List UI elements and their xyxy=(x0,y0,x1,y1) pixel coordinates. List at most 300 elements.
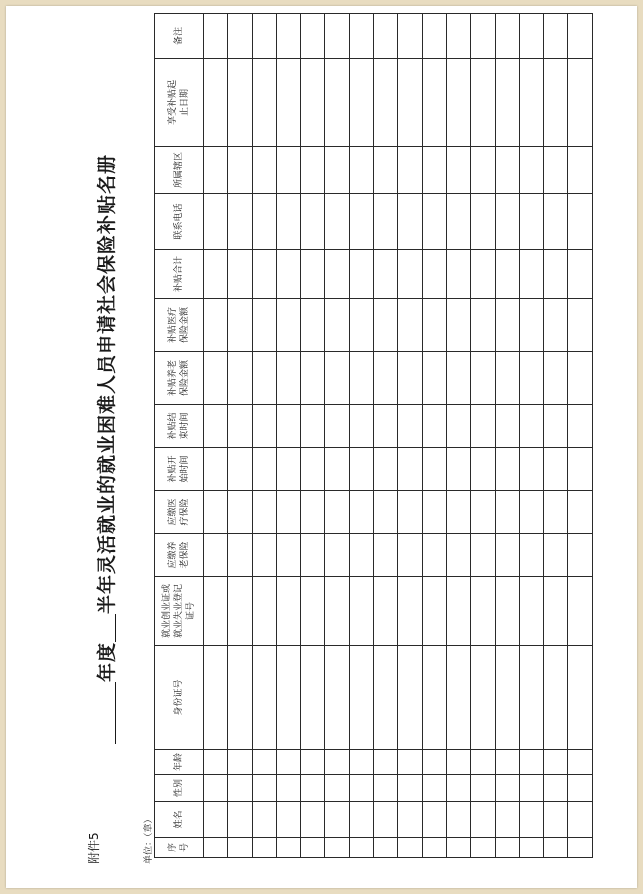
table-cell[interactable] xyxy=(301,250,325,299)
table-cell[interactable] xyxy=(446,14,470,59)
table-cell[interactable] xyxy=(398,352,422,405)
table-cell[interactable] xyxy=(544,147,568,194)
table-cell[interactable] xyxy=(349,147,373,194)
table-cell[interactable] xyxy=(568,448,592,491)
table-cell[interactable] xyxy=(325,147,349,194)
table-cell[interactable] xyxy=(446,59,470,147)
table-cell[interactable] xyxy=(204,838,228,858)
table-cell[interactable] xyxy=(349,750,373,775)
col-header-district: 所属辖区 xyxy=(155,147,204,194)
table-cell[interactable] xyxy=(301,299,325,352)
table-cell[interactable] xyxy=(398,299,422,352)
table-cell[interactable] xyxy=(325,194,349,250)
table-cell[interactable] xyxy=(276,802,300,838)
table-cell[interactable] xyxy=(495,299,519,352)
table-cell[interactable] xyxy=(446,352,470,405)
table-cell[interactable] xyxy=(228,491,252,534)
table-cell[interactable] xyxy=(446,750,470,775)
table-cell[interactable] xyxy=(252,352,276,405)
table-row xyxy=(446,14,470,858)
table-cell[interactable] xyxy=(422,577,446,646)
table-cell[interactable] xyxy=(398,448,422,491)
table-cell[interactable] xyxy=(495,352,519,405)
col-header-medical-subsidy: 补贴医疗保险金额 xyxy=(155,299,204,352)
col-header-age: 年龄 xyxy=(155,750,204,775)
table-cell[interactable] xyxy=(228,448,252,491)
table-cell[interactable] xyxy=(446,405,470,448)
table-cell[interactable] xyxy=(471,194,495,250)
table-cell[interactable] xyxy=(276,491,300,534)
table-row xyxy=(398,14,422,858)
table-cell[interactable] xyxy=(446,491,470,534)
table-cell[interactable] xyxy=(204,59,228,147)
table-cell[interactable] xyxy=(398,775,422,802)
table-cell[interactable] xyxy=(204,577,228,646)
table-cell[interactable] xyxy=(519,194,543,250)
table-cell[interactable] xyxy=(446,646,470,750)
table-cell[interactable] xyxy=(228,838,252,858)
table-cell[interactable] xyxy=(519,646,543,750)
table-cell[interactable] xyxy=(471,448,495,491)
table-cell[interactable] xyxy=(349,59,373,147)
table-cell[interactable] xyxy=(228,405,252,448)
table-cell[interactable] xyxy=(301,534,325,577)
table-cell[interactable] xyxy=(544,750,568,775)
table-cell[interactable] xyxy=(301,352,325,405)
col-header-phone: 联系电话 xyxy=(155,194,204,250)
table-cell[interactable] xyxy=(204,14,228,59)
table-cell[interactable] xyxy=(374,14,398,59)
table-cell[interactable] xyxy=(398,750,422,775)
table-cell[interactable] xyxy=(301,448,325,491)
table-cell[interactable] xyxy=(568,534,592,577)
table-cell[interactable] xyxy=(325,534,349,577)
table-cell[interactable] xyxy=(204,147,228,194)
table-cell[interactable] xyxy=(422,838,446,858)
table-cell[interactable] xyxy=(252,299,276,352)
table-cell[interactable] xyxy=(568,14,592,59)
table-cell[interactable] xyxy=(374,448,398,491)
table-cell[interactable] xyxy=(422,147,446,194)
col-header-medical-due: 应缴医疗保险 xyxy=(155,491,204,534)
table-cell[interactable] xyxy=(422,802,446,838)
table-cell[interactable] xyxy=(544,299,568,352)
table-cell[interactable] xyxy=(544,194,568,250)
col-header-employment-cert: 就业创业证或就业失业登记证号 xyxy=(155,577,204,646)
table-cell[interactable] xyxy=(204,448,228,491)
table-cell[interactable] xyxy=(252,802,276,838)
table-cell[interactable] xyxy=(544,802,568,838)
table-cell[interactable] xyxy=(495,405,519,448)
table-cell[interactable] xyxy=(471,59,495,147)
table-cell[interactable] xyxy=(204,491,228,534)
table-cell[interactable] xyxy=(276,448,300,491)
table-cell[interactable] xyxy=(204,250,228,299)
table-cell[interactable] xyxy=(325,250,349,299)
header-row xyxy=(155,14,204,858)
table-cell[interactable] xyxy=(252,491,276,534)
table-cell[interactable] xyxy=(325,491,349,534)
table-cell[interactable] xyxy=(374,775,398,802)
table-cell[interactable] xyxy=(349,194,373,250)
table-cell[interactable] xyxy=(544,646,568,750)
table-cell[interactable] xyxy=(349,352,373,405)
table-cell[interactable] xyxy=(252,59,276,147)
table-cell[interactable] xyxy=(544,59,568,147)
table-cell[interactable] xyxy=(204,534,228,577)
table-cell[interactable] xyxy=(252,14,276,59)
table-cell[interactable] xyxy=(495,802,519,838)
table-cell[interactable] xyxy=(422,491,446,534)
table-cell[interactable] xyxy=(228,250,252,299)
table-cell[interactable] xyxy=(325,750,349,775)
table-cell[interactable] xyxy=(374,194,398,250)
table-cell[interactable] xyxy=(568,491,592,534)
table-cell[interactable] xyxy=(398,250,422,299)
table-cell[interactable] xyxy=(519,448,543,491)
table-cell[interactable] xyxy=(301,491,325,534)
table-cell[interactable] xyxy=(398,802,422,838)
table-cell[interactable] xyxy=(325,299,349,352)
table-cell[interactable] xyxy=(495,646,519,750)
table-cell[interactable] xyxy=(495,838,519,858)
table-cell[interactable] xyxy=(349,448,373,491)
table-cell[interactable] xyxy=(446,194,470,250)
col-header-remarks: 备注 xyxy=(155,14,204,59)
document-title xyxy=(92,34,119,864)
table-cell[interactable] xyxy=(471,534,495,577)
table-cell[interactable] xyxy=(374,352,398,405)
table-cell[interactable] xyxy=(398,194,422,250)
table-cell[interactable] xyxy=(276,646,300,750)
table-cell[interactable] xyxy=(252,405,276,448)
table-cell[interactable] xyxy=(422,352,446,405)
table-cell[interactable] xyxy=(252,838,276,858)
table-cell[interactable] xyxy=(422,448,446,491)
table-cell[interactable] xyxy=(398,838,422,858)
table-cell[interactable] xyxy=(301,775,325,802)
table-cell[interactable] xyxy=(252,750,276,775)
table-cell[interactable] xyxy=(446,250,470,299)
table-cell[interactable] xyxy=(228,299,252,352)
table-cell[interactable] xyxy=(519,147,543,194)
table-cell[interactable] xyxy=(544,534,568,577)
table-cell[interactable] xyxy=(228,194,252,250)
table-cell[interactable] xyxy=(519,577,543,646)
table-cell[interactable] xyxy=(374,577,398,646)
table-cell[interactable] xyxy=(398,405,422,448)
table-cell[interactable] xyxy=(422,59,446,147)
table-cell[interactable] xyxy=(301,646,325,750)
table-cell[interactable] xyxy=(422,750,446,775)
table-cell[interactable] xyxy=(568,147,592,194)
roster-table xyxy=(154,13,593,858)
table-cell[interactable] xyxy=(349,775,373,802)
table-cell[interactable] xyxy=(495,491,519,534)
table-cell[interactable] xyxy=(495,775,519,802)
table-cell[interactable] xyxy=(471,352,495,405)
table-cell[interactable] xyxy=(568,577,592,646)
table-cell[interactable] xyxy=(374,147,398,194)
table-cell[interactable] xyxy=(568,838,592,858)
table-cell[interactable] xyxy=(471,577,495,646)
table-cell[interactable] xyxy=(422,14,446,59)
table-cell[interactable] xyxy=(325,838,349,858)
table-cell[interactable] xyxy=(325,14,349,59)
table-cell[interactable] xyxy=(568,405,592,448)
table-cell[interactable] xyxy=(519,405,543,448)
table-cell[interactable] xyxy=(349,250,373,299)
table-cell[interactable] xyxy=(252,577,276,646)
table-cell[interactable] xyxy=(471,405,495,448)
table-cell[interactable] xyxy=(471,750,495,775)
table-cell[interactable] xyxy=(446,802,470,838)
table-cell[interactable] xyxy=(374,299,398,352)
table-cell[interactable] xyxy=(471,491,495,534)
table-cell[interactable] xyxy=(568,250,592,299)
table-cell[interactable] xyxy=(276,750,300,775)
table-cell[interactable] xyxy=(495,250,519,299)
table-cell[interactable] xyxy=(252,775,276,802)
table-cell[interactable] xyxy=(204,299,228,352)
table-cell[interactable] xyxy=(228,646,252,750)
table-cell[interactable] xyxy=(325,448,349,491)
table-cell[interactable] xyxy=(519,59,543,147)
table-cell[interactable] xyxy=(544,491,568,534)
title-main-text: 半年灵活就业的就业困难人员申请社会保险补贴名册 xyxy=(96,153,118,614)
table-cell[interactable] xyxy=(519,750,543,775)
table-cell[interactable] xyxy=(495,577,519,646)
table-cell[interactable] xyxy=(301,802,325,838)
table-cell[interactable] xyxy=(276,59,300,147)
table-cell[interactable] xyxy=(228,147,252,194)
table-cell[interactable] xyxy=(471,14,495,59)
table-cell[interactable] xyxy=(398,59,422,147)
col-header-gender: 性别 xyxy=(155,775,204,802)
table-cell[interactable] xyxy=(568,750,592,775)
table-cell[interactable] xyxy=(398,646,422,750)
table-cell[interactable] xyxy=(228,802,252,838)
table-cell[interactable] xyxy=(301,405,325,448)
table-cell[interactable] xyxy=(228,775,252,802)
table-row xyxy=(252,14,276,858)
table-row xyxy=(228,14,252,858)
table-cell[interactable] xyxy=(204,405,228,448)
table-cell[interactable] xyxy=(568,802,592,838)
table-cell[interactable] xyxy=(349,646,373,750)
col-header-pension-due: 应缴养老保险 xyxy=(155,534,204,577)
table-cell[interactable] xyxy=(276,299,300,352)
table-cell[interactable] xyxy=(446,838,470,858)
table-cell[interactable] xyxy=(276,194,300,250)
table-cell[interactable] xyxy=(252,250,276,299)
table-cell[interactable] xyxy=(568,775,592,802)
table-cell[interactable] xyxy=(228,59,252,147)
table-cell[interactable] xyxy=(325,405,349,448)
table-cell[interactable] xyxy=(422,299,446,352)
table-cell[interactable] xyxy=(374,802,398,838)
table-cell[interactable] xyxy=(252,194,276,250)
table-cell[interactable] xyxy=(495,448,519,491)
table-cell[interactable] xyxy=(495,750,519,775)
table-cell[interactable] xyxy=(204,775,228,802)
table-cell[interactable] xyxy=(374,491,398,534)
table-cell[interactable] xyxy=(301,147,325,194)
half-blank xyxy=(97,614,116,642)
table-cell[interactable] xyxy=(568,299,592,352)
table-cell[interactable] xyxy=(544,405,568,448)
table-cell[interactable] xyxy=(446,299,470,352)
table-cell[interactable] xyxy=(471,838,495,858)
table-cell[interactable] xyxy=(519,802,543,838)
table-cell[interactable] xyxy=(374,405,398,448)
table-row xyxy=(544,14,568,858)
table-cell[interactable] xyxy=(398,147,422,194)
table-cell[interactable] xyxy=(446,448,470,491)
table-cell[interactable] xyxy=(544,352,568,405)
table-cell[interactable] xyxy=(301,194,325,250)
table-cell[interactable] xyxy=(276,534,300,577)
table-cell[interactable] xyxy=(276,775,300,802)
table-cell[interactable] xyxy=(228,352,252,405)
table-cell[interactable] xyxy=(544,14,568,59)
table-cell[interactable] xyxy=(398,577,422,646)
table-cell[interactable] xyxy=(446,534,470,577)
table-cell[interactable] xyxy=(276,352,300,405)
table-cell[interactable] xyxy=(519,534,543,577)
table-cell[interactable] xyxy=(495,147,519,194)
table-cell[interactable] xyxy=(568,59,592,147)
table-cell[interactable] xyxy=(276,14,300,59)
table-cell[interactable] xyxy=(252,534,276,577)
table-cell[interactable] xyxy=(301,577,325,646)
table-cell[interactable] xyxy=(495,59,519,147)
table-cell[interactable] xyxy=(204,194,228,250)
table-cell[interactable] xyxy=(204,352,228,405)
table-cell[interactable] xyxy=(228,14,252,59)
table-cell[interactable] xyxy=(325,352,349,405)
table-row xyxy=(301,14,325,858)
table-cell[interactable] xyxy=(568,646,592,750)
table-cell[interactable] xyxy=(349,802,373,838)
table-cell[interactable] xyxy=(422,405,446,448)
table-cell[interactable] xyxy=(422,775,446,802)
table-cell[interactable] xyxy=(544,775,568,802)
table-cell[interactable] xyxy=(204,750,228,775)
table-cell[interactable] xyxy=(446,147,470,194)
table-cell[interactable] xyxy=(544,448,568,491)
table-row xyxy=(568,14,592,858)
table-cell[interactable] xyxy=(568,352,592,405)
table-cell[interactable] xyxy=(471,299,495,352)
table-cell[interactable] xyxy=(446,775,470,802)
table-cell[interactable] xyxy=(374,646,398,750)
table-cell[interactable] xyxy=(422,250,446,299)
table-cell[interactable] xyxy=(471,802,495,838)
table-cell[interactable] xyxy=(519,14,543,59)
table-cell[interactable] xyxy=(349,577,373,646)
table-cell[interactable] xyxy=(276,147,300,194)
table-cell[interactable] xyxy=(325,646,349,750)
table-cell[interactable] xyxy=(349,534,373,577)
table-cell[interactable] xyxy=(568,194,592,250)
table-cell[interactable] xyxy=(495,194,519,250)
table-row xyxy=(204,14,228,858)
table-cell[interactable] xyxy=(301,838,325,858)
col-header-seq: 序号 xyxy=(155,838,204,858)
table-cell[interactable] xyxy=(228,750,252,775)
table-cell[interactable] xyxy=(374,838,398,858)
table-cell[interactable] xyxy=(544,577,568,646)
table-cell[interactable] xyxy=(519,250,543,299)
table-cell[interactable] xyxy=(276,838,300,858)
table-cell[interactable] xyxy=(325,802,349,838)
table-cell[interactable] xyxy=(519,775,543,802)
table-cell[interactable] xyxy=(374,750,398,775)
table-cell[interactable] xyxy=(471,147,495,194)
table-cell[interactable] xyxy=(252,147,276,194)
table-cell[interactable] xyxy=(471,250,495,299)
table-cell[interactable] xyxy=(398,14,422,59)
table-cell[interactable] xyxy=(495,14,519,59)
table-cell[interactable] xyxy=(228,534,252,577)
table-cell[interactable] xyxy=(519,352,543,405)
table-cell[interactable] xyxy=(398,534,422,577)
table-row xyxy=(519,14,543,858)
table-cell[interactable] xyxy=(374,534,398,577)
table-cell[interactable] xyxy=(276,250,300,299)
table-cell[interactable] xyxy=(228,577,252,646)
table-cell[interactable] xyxy=(276,577,300,646)
table-cell[interactable] xyxy=(325,59,349,147)
table-row xyxy=(276,14,300,858)
table-cell[interactable] xyxy=(301,14,325,59)
table-cell[interactable] xyxy=(252,646,276,750)
table-cell[interactable] xyxy=(544,838,568,858)
table-cell[interactable] xyxy=(276,405,300,448)
table-cell[interactable] xyxy=(204,802,228,838)
table-cell[interactable] xyxy=(349,491,373,534)
table-cell[interactable] xyxy=(471,775,495,802)
table-cell[interactable] xyxy=(374,59,398,147)
table-row xyxy=(422,14,446,858)
table-cell[interactable] xyxy=(349,14,373,59)
table-cell[interactable] xyxy=(422,534,446,577)
table-cell[interactable] xyxy=(519,491,543,534)
table-cell[interactable] xyxy=(252,448,276,491)
table-cell[interactable] xyxy=(519,299,543,352)
table-cell[interactable] xyxy=(519,838,543,858)
table-cell[interactable] xyxy=(495,534,519,577)
table-row xyxy=(374,14,398,858)
table-cell[interactable] xyxy=(398,491,422,534)
table-cell[interactable] xyxy=(422,194,446,250)
table-cell[interactable] xyxy=(301,59,325,147)
table-cell[interactable] xyxy=(325,577,349,646)
table-cell[interactable] xyxy=(301,750,325,775)
table-cell[interactable] xyxy=(204,646,228,750)
table-cell[interactable] xyxy=(544,250,568,299)
table-cell[interactable] xyxy=(325,775,349,802)
table-cell[interactable] xyxy=(471,646,495,750)
table-cell[interactable] xyxy=(374,250,398,299)
table-cell[interactable] xyxy=(349,838,373,858)
table-cell[interactable] xyxy=(422,646,446,750)
table-cell[interactable] xyxy=(349,299,373,352)
table-cell[interactable] xyxy=(446,577,470,646)
table-cell[interactable] xyxy=(349,405,373,448)
year-blank xyxy=(97,682,116,744)
